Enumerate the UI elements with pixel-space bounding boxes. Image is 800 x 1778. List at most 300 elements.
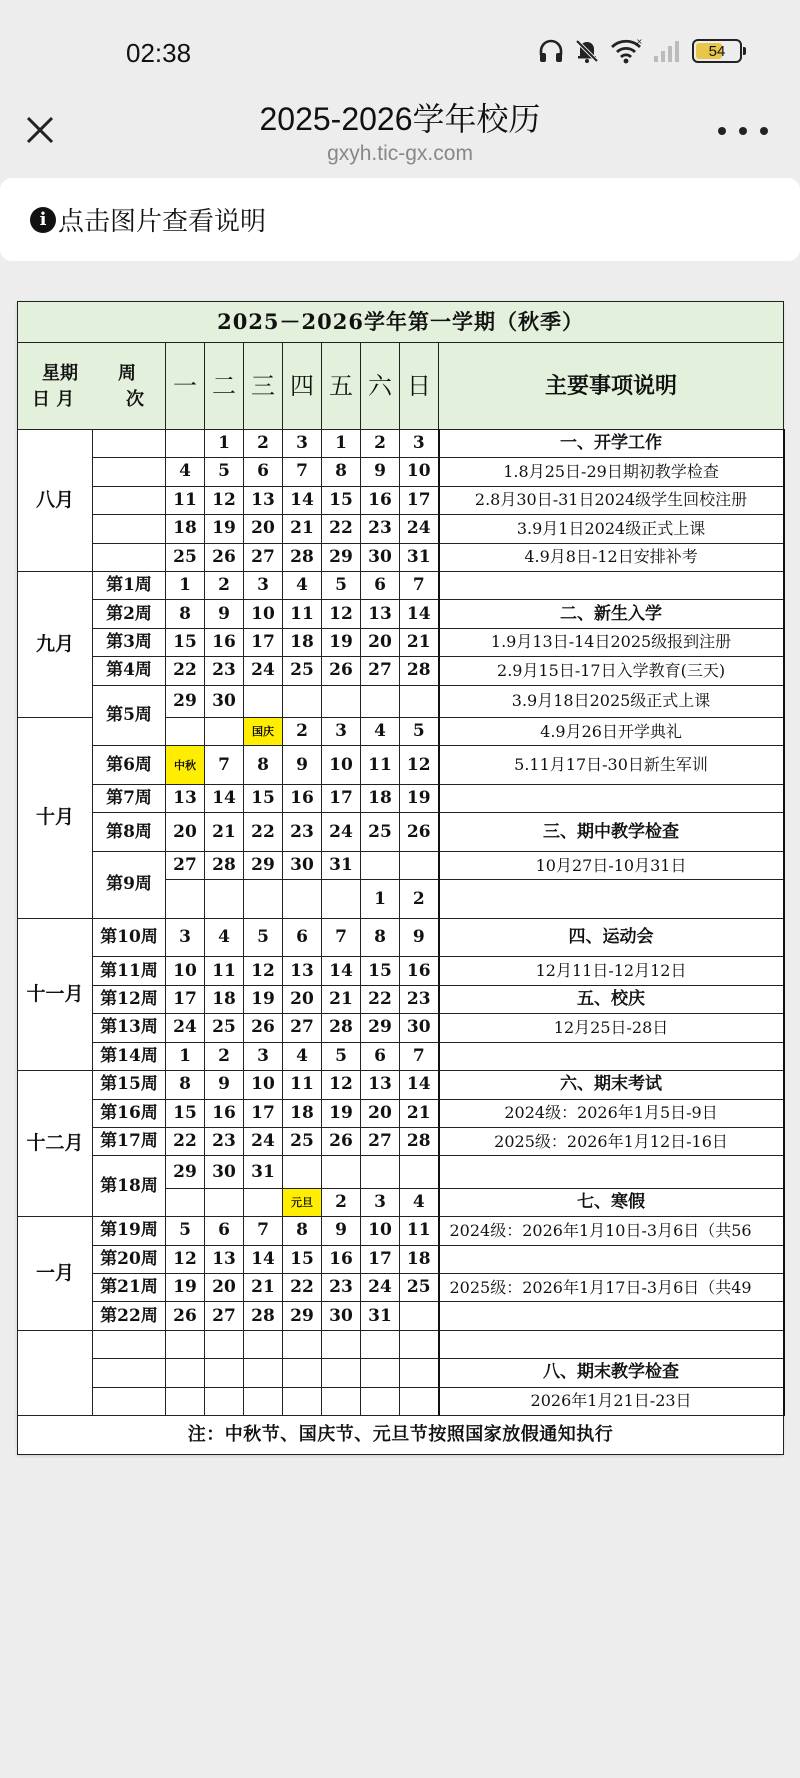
week-label — [93, 1359, 166, 1387]
calendar-row — [18, 813, 784, 852]
week-label: 第13周 — [93, 1014, 166, 1042]
week-label — [93, 429, 166, 457]
day-cell: 22 — [283, 1274, 322, 1302]
day-cell: 13 — [205, 1245, 244, 1273]
week-label — [93, 543, 166, 571]
weekday-header: 二 — [205, 342, 244, 429]
day-cell: 11 — [166, 486, 205, 514]
day-cell: 26 — [322, 657, 361, 685]
day-cell: 29 — [166, 685, 205, 717]
calendar-row — [18, 1014, 784, 1042]
week-label: 第11周 — [93, 957, 166, 985]
day-cell: 5 — [400, 718, 439, 746]
day-cell — [244, 1387, 283, 1415]
day-cell: 26 — [166, 1302, 205, 1330]
day-cell: 15 — [166, 628, 205, 656]
day-cell: 12 — [400, 746, 439, 785]
day-cell: 20 — [205, 1274, 244, 1302]
week-label: 第4周 — [93, 657, 166, 685]
day-cell — [166, 718, 205, 746]
description-header: 主要事项说明 — [439, 342, 784, 429]
day-cell: 16 — [205, 628, 244, 656]
day-cell: 8 — [361, 918, 400, 957]
day-cell — [205, 1359, 244, 1387]
day-cell: 11 — [283, 1071, 322, 1099]
day-cell: 25 — [361, 813, 400, 852]
week-label: 第21周 — [93, 1274, 166, 1302]
description-cell: 二、新生入学 — [439, 600, 784, 628]
month-label: 八月 — [18, 429, 93, 571]
day-cell: 28 — [400, 657, 439, 685]
week-label: 第7周 — [93, 784, 166, 812]
day-cell: 14 — [244, 1245, 283, 1273]
day-cell: 28 — [322, 1014, 361, 1042]
day-cell: 17 — [361, 1245, 400, 1273]
day-cell: 16 — [361, 486, 400, 514]
day-cell: 27 — [283, 1014, 322, 1042]
description-cell: 3.9月1日2024级正式上课 — [439, 515, 784, 543]
description-cell: 12月11日-12月12日 — [439, 957, 784, 985]
day-cell: 4 — [283, 571, 322, 599]
month-label: 九月 — [18, 571, 93, 717]
month-label: 十月 — [18, 718, 93, 919]
description-cell: 2025级：2026年1月12日-16日 — [439, 1127, 784, 1155]
calendar-row — [18, 515, 784, 543]
month-label: 十一月 — [18, 918, 93, 1070]
day-cell: 26 — [205, 543, 244, 571]
day-cell: 6 — [244, 458, 283, 486]
week-label: 第18周 — [93, 1156, 166, 1217]
day-cell: 2 — [283, 718, 322, 746]
calendar-row — [18, 429, 784, 457]
day-cell: 7 — [205, 746, 244, 785]
week-label: 第12周 — [93, 985, 166, 1013]
day-cell: 14 — [322, 957, 361, 985]
day-cell — [361, 1359, 400, 1387]
day-cell: 7 — [322, 918, 361, 957]
description-cell: 12月25日-28日 — [439, 1014, 784, 1042]
day-cell: 27 — [205, 1302, 244, 1330]
day-cell: 2 — [205, 1042, 244, 1070]
battery-level: 54 — [708, 42, 726, 60]
holiday-cell: 元旦 — [283, 1188, 322, 1216]
image-notice[interactable] — [0, 178, 800, 261]
day-cell — [244, 1359, 283, 1387]
calendar-row — [18, 1274, 784, 1302]
calendar-row — [18, 746, 784, 785]
description-cell — [439, 784, 784, 812]
day-cell — [322, 1156, 361, 1188]
day-cell: 28 — [283, 543, 322, 571]
day-cell: 15 — [322, 486, 361, 514]
day-cell: 17 — [244, 628, 283, 656]
day-cell: 18 — [400, 1245, 439, 1273]
day-cell: 7 — [244, 1217, 283, 1245]
day-cell: 23 — [283, 813, 322, 852]
week-label: 第8周 — [93, 813, 166, 852]
calendar-note: 注：中秋节、国庆节、元旦节按照国家放假通知执行 — [18, 1416, 784, 1455]
day-cell: 27 — [361, 1127, 400, 1155]
day-cell — [322, 1330, 361, 1358]
day-cell: 22 — [166, 1127, 205, 1155]
day-cell: 4 — [400, 1188, 439, 1216]
day-cell — [400, 1359, 439, 1387]
day-cell — [322, 880, 361, 919]
holiday-cell: 中秋 — [166, 746, 205, 785]
day-cell — [205, 1387, 244, 1415]
day-cell: 17 — [244, 1099, 283, 1127]
day-cell: 25 — [283, 1127, 322, 1155]
day-cell: 20 — [361, 628, 400, 656]
day-cell — [205, 1330, 244, 1358]
day-cell: 26 — [322, 1127, 361, 1155]
day-cell: 18 — [205, 985, 244, 1013]
svg-text:×: × — [636, 37, 643, 46]
calendar-table — [17, 301, 785, 1455]
description-cell: 八、期末教学检查 — [439, 1359, 784, 1387]
calendar-row — [18, 1127, 784, 1155]
description-cell: 七、寒假 — [439, 1188, 784, 1216]
day-cell — [361, 1156, 400, 1188]
day-cell: 23 — [205, 657, 244, 685]
wifi-icon — [610, 38, 642, 64]
day-cell: 13 — [361, 600, 400, 628]
week-label — [93, 1387, 166, 1415]
day-cell: 6 — [205, 1217, 244, 1245]
more-dot-icon — [739, 127, 747, 135]
day-cell: 14 — [400, 600, 439, 628]
day-cell: 21 — [244, 1274, 283, 1302]
day-cell: 5 — [205, 458, 244, 486]
day-cell: 2 — [205, 571, 244, 599]
calendar-row — [18, 685, 784, 717]
day-cell: 4 — [361, 718, 400, 746]
page-title: 2025-2026学年校历 — [259, 101, 541, 137]
day-cell: 9 — [283, 746, 322, 785]
day-cell: 19 — [166, 1274, 205, 1302]
day-cell: 29 — [322, 543, 361, 571]
description-cell: 四、运动会 — [439, 918, 784, 957]
day-cell: 3 — [244, 571, 283, 599]
day-cell: 31 — [361, 1302, 400, 1330]
calendar-row — [18, 1387, 784, 1415]
day-cell: 13 — [361, 1071, 400, 1099]
day-cell: 20 — [361, 1099, 400, 1127]
day-cell: 14 — [205, 784, 244, 812]
weekday-header: 五 — [322, 342, 361, 429]
day-cell: 2 — [244, 429, 283, 457]
day-cell: 24 — [361, 1274, 400, 1302]
day-cell — [205, 880, 244, 919]
day-cell: 19 — [322, 1099, 361, 1127]
week-label — [93, 486, 166, 514]
day-cell: 23 — [400, 985, 439, 1013]
day-cell — [283, 880, 322, 919]
calendar-row — [18, 1302, 784, 1330]
day-cell — [244, 1188, 283, 1216]
day-cell: 15 — [244, 784, 283, 812]
day-cell: 6 — [361, 1042, 400, 1070]
day-cell: 30 — [400, 1014, 439, 1042]
day-cell: 30 — [322, 1302, 361, 1330]
day-cell: 11 — [361, 746, 400, 785]
calendar-row — [18, 543, 784, 571]
day-cell: 9 — [205, 1071, 244, 1099]
day-cell: 4 — [283, 1042, 322, 1070]
calendar-row — [18, 628, 784, 656]
description-cell: 2.9月15日-17日入学教育(三天) — [439, 657, 784, 685]
day-cell: 17 — [400, 486, 439, 514]
day-cell: 31 — [244, 1156, 283, 1188]
day-cell — [361, 685, 400, 717]
day-cell: 7 — [400, 1042, 439, 1070]
day-cell: 9 — [361, 458, 400, 486]
description-cell: 2026年1月21日-23日 — [439, 1387, 784, 1415]
calendar-row — [18, 458, 784, 486]
description-cell: 2025级：2026年1月17日-3月6日（共49 — [439, 1274, 784, 1302]
day-cell: 29 — [361, 1014, 400, 1042]
day-cell: 10 — [400, 458, 439, 486]
day-cell: 12 — [322, 600, 361, 628]
day-cell: 16 — [205, 1099, 244, 1127]
description-cell — [439, 880, 784, 919]
day-cell: 28 — [205, 851, 244, 879]
description-cell: 3.9月18日2025级正式上课 — [439, 685, 784, 717]
day-cell: 29 — [166, 1156, 205, 1188]
day-cell — [166, 1387, 205, 1415]
description-cell: 4.9月26日开学典礼 — [439, 718, 784, 746]
headphones-icon — [538, 39, 564, 63]
calendar-row — [18, 1359, 784, 1387]
day-cell — [244, 880, 283, 919]
more-options-button[interactable] — [718, 116, 768, 146]
week-label: 第9周 — [93, 851, 166, 918]
calendar-row — [18, 957, 784, 985]
day-cell: 2 — [400, 880, 439, 919]
day-cell: 27 — [166, 851, 205, 879]
description-cell — [439, 1330, 784, 1358]
day-cell — [283, 1387, 322, 1415]
day-cell: 2 — [361, 429, 400, 457]
day-cell: 10 — [322, 746, 361, 785]
day-cell: 13 — [166, 784, 205, 812]
day-cell: 21 — [400, 628, 439, 656]
day-cell — [283, 685, 322, 717]
day-cell: 8 — [244, 746, 283, 785]
corner-date-month-label: 日 月 — [32, 388, 75, 410]
day-cell: 24 — [166, 1014, 205, 1042]
week-label: 第1周 — [93, 571, 166, 599]
day-cell: 25 — [166, 543, 205, 571]
day-cell: 5 — [322, 1042, 361, 1070]
description-cell: 2.8月30日-31日2024级学生回校注册 — [439, 486, 784, 514]
day-cell: 10 — [361, 1217, 400, 1245]
day-cell: 10 — [244, 600, 283, 628]
calendar-row — [18, 657, 784, 685]
day-cell — [166, 1359, 205, 1387]
day-cell: 15 — [166, 1099, 205, 1127]
day-cell: 22 — [322, 515, 361, 543]
day-cell: 18 — [283, 1099, 322, 1127]
week-label: 第6周 — [93, 746, 166, 785]
day-cell: 5 — [166, 1217, 205, 1245]
description-cell — [439, 1245, 784, 1273]
day-cell: 9 — [322, 1217, 361, 1245]
day-cell: 6 — [283, 918, 322, 957]
description-cell — [439, 1156, 784, 1188]
calendar-row — [18, 918, 784, 957]
day-cell: 3 — [244, 1042, 283, 1070]
day-cell: 25 — [205, 1014, 244, 1042]
day-cell: 22 — [166, 657, 205, 685]
day-cell — [400, 1387, 439, 1415]
day-cell: 13 — [283, 957, 322, 985]
corner-weekday-label: 星期 — [42, 362, 78, 384]
description-cell — [439, 1302, 784, 1330]
day-cell: 9 — [400, 918, 439, 957]
day-cell — [244, 1330, 283, 1358]
calendar-row — [18, 1071, 784, 1099]
day-cell: 20 — [166, 813, 205, 852]
description-cell: 三、期中教学检查 — [439, 813, 784, 852]
day-cell — [283, 1330, 322, 1358]
semester-title: 2025－2026学年第一学期（秋季） — [18, 302, 784, 343]
day-cell: 1 — [166, 571, 205, 599]
weekday-header: 四 — [283, 342, 322, 429]
day-cell: 23 — [322, 1274, 361, 1302]
day-cell: 20 — [283, 985, 322, 1013]
weekday-header: 一 — [166, 342, 205, 429]
day-cell: 10 — [166, 957, 205, 985]
day-cell: 26 — [244, 1014, 283, 1042]
day-cell: 21 — [400, 1099, 439, 1127]
day-cell: 12 — [244, 957, 283, 985]
day-cell: 14 — [400, 1071, 439, 1099]
description-cell: 1.8月25日-29日期初教学检查 — [439, 458, 784, 486]
day-cell: 1 — [361, 880, 400, 919]
day-cell: 1 — [322, 429, 361, 457]
day-cell: 12 — [205, 486, 244, 514]
day-cell: 11 — [283, 600, 322, 628]
corner-header — [18, 342, 166, 429]
day-cell: 4 — [205, 918, 244, 957]
notice-text: 点击图片查看说明 — [58, 207, 267, 237]
calendar-row — [18, 851, 784, 879]
month-label: 一月 — [18, 1217, 93, 1331]
week-label: 第20周 — [93, 1245, 166, 1273]
day-cell: 28 — [400, 1127, 439, 1155]
month-label: 十二月 — [18, 1071, 93, 1217]
day-cell: 30 — [283, 851, 322, 879]
day-cell: 25 — [283, 657, 322, 685]
day-cell — [400, 1302, 439, 1330]
status-icons — [538, 38, 742, 64]
weekday-header: 三 — [244, 342, 283, 429]
week-label — [93, 1330, 166, 1358]
day-cell: 17 — [322, 784, 361, 812]
holiday-cell: 国庆 — [244, 718, 283, 746]
week-label: 第16周 — [93, 1099, 166, 1127]
day-cell: 15 — [283, 1245, 322, 1273]
more-dot-icon — [760, 127, 768, 135]
day-cell — [283, 1359, 322, 1387]
description-cell — [439, 1042, 784, 1070]
calendar-row — [18, 1330, 784, 1358]
description-cell: 2024级：2026年1月10日-3月6日（共56 — [439, 1217, 784, 1245]
day-cell: 7 — [283, 458, 322, 486]
description-cell: 10月27日-10月31日 — [439, 851, 784, 879]
calendar-image[interactable] — [17, 301, 783, 1455]
day-cell: 31 — [322, 851, 361, 879]
day-cell — [205, 718, 244, 746]
day-cell: 7 — [400, 571, 439, 599]
day-cell: 11 — [400, 1217, 439, 1245]
day-cell: 27 — [361, 657, 400, 685]
day-cell — [322, 685, 361, 717]
calendar-row — [18, 486, 784, 514]
day-cell: 24 — [244, 1127, 283, 1155]
day-cell: 16 — [322, 1245, 361, 1273]
day-cell: 23 — [205, 1127, 244, 1155]
day-cell — [166, 429, 205, 457]
day-cell: 20 — [244, 515, 283, 543]
calendar-row — [18, 600, 784, 628]
calendar-row — [18, 985, 784, 1013]
day-cell: 18 — [283, 628, 322, 656]
description-cell: 4.9月8日-12日安排补考 — [439, 543, 784, 571]
day-cell — [166, 880, 205, 919]
day-cell: 12 — [322, 1071, 361, 1099]
calendar-row — [18, 1099, 784, 1127]
day-cell: 4 — [166, 458, 205, 486]
day-cell — [400, 1330, 439, 1358]
day-cell — [166, 1330, 205, 1358]
day-cell: 8 — [166, 600, 205, 628]
calendar-row — [18, 1042, 784, 1070]
status-bar — [0, 0, 800, 100]
day-cell: 23 — [361, 515, 400, 543]
calendar-row — [18, 571, 784, 599]
day-cell: 21 — [283, 515, 322, 543]
day-cell: 8 — [322, 458, 361, 486]
day-cell: 5 — [322, 571, 361, 599]
day-cell: 5 — [244, 918, 283, 957]
day-cell: 27 — [244, 543, 283, 571]
day-cell: 30 — [205, 1156, 244, 1188]
day-cell: 19 — [244, 985, 283, 1013]
day-cell: 22 — [244, 813, 283, 852]
day-cell: 24 — [400, 515, 439, 543]
week-label: 第15周 — [93, 1071, 166, 1099]
day-cell — [361, 851, 400, 879]
week-label — [93, 458, 166, 486]
day-cell: 21 — [205, 813, 244, 852]
day-cell — [244, 685, 283, 717]
day-cell: 29 — [244, 851, 283, 879]
mute-bell-icon — [574, 38, 600, 64]
day-cell: 14 — [283, 486, 322, 514]
day-cell: 9 — [205, 600, 244, 628]
week-label: 第14周 — [93, 1042, 166, 1070]
day-cell: 3 — [322, 718, 361, 746]
day-cell — [322, 1359, 361, 1387]
calendar-row — [18, 784, 784, 812]
day-cell: 8 — [283, 1217, 322, 1245]
day-cell: 13 — [244, 486, 283, 514]
day-cell: 2 — [322, 1188, 361, 1216]
week-label: 第10周 — [93, 918, 166, 957]
day-cell — [400, 685, 439, 717]
